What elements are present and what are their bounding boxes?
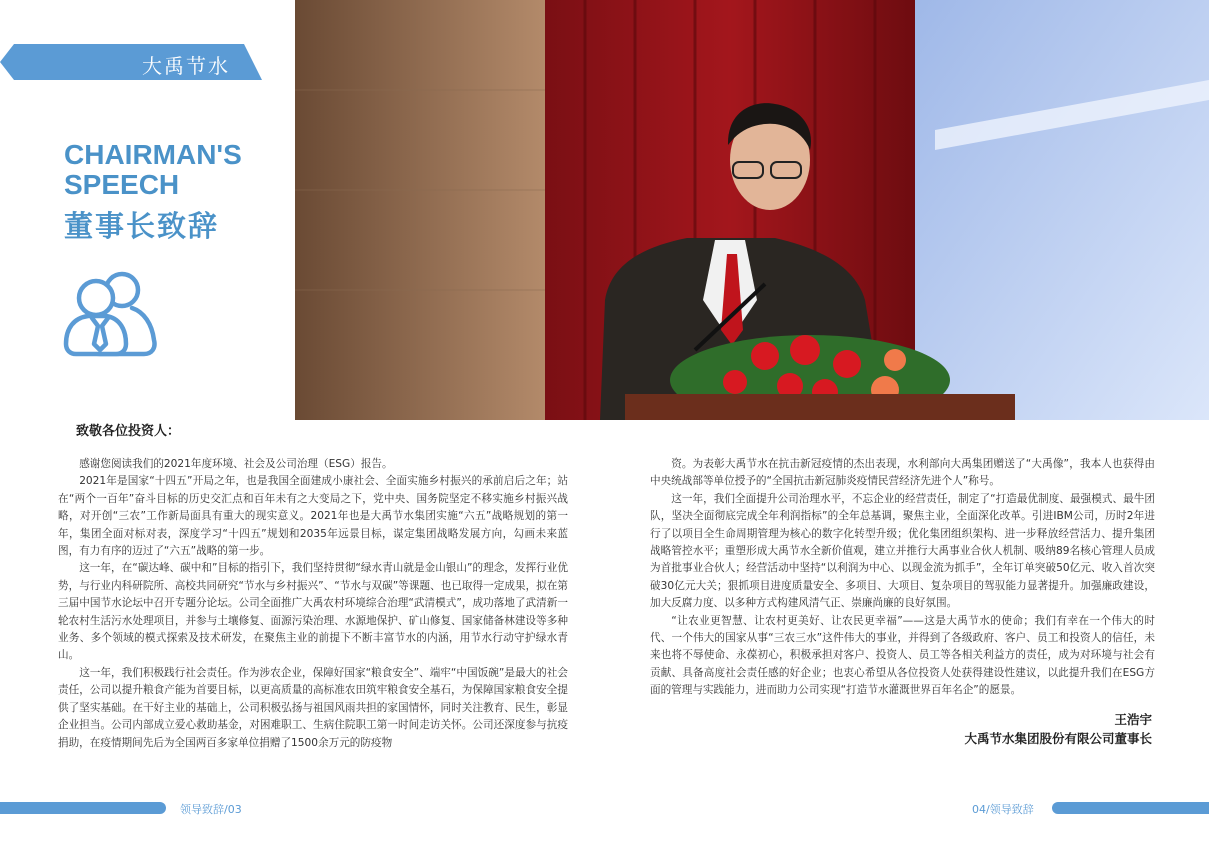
page-title-en (64, 140, 294, 200)
paragraph: 资。为表彰大禹节水在抗击新冠疫情的杰出表现，水利部向大禹集团赠送了“大禹像”，我本人也获得由中央统战部等单位授予的“全国抗击新冠肺炎疫情民营经济先进个人”称号。 (650, 458, 1155, 488)
people-tie-icon (62, 264, 158, 360)
footer-bar-right (1052, 802, 1209, 814)
page-title-cn: 董事长致辞 (64, 209, 220, 243)
signature-name: 王浩宇 (1114, 712, 1152, 727)
chairman-photo (295, 0, 1209, 420)
paragraph: 这一年，在“碳达峰、碳中和”目标的指引下，我们坚持贯彻“绿水青山就是金山银山”的理念，发挥行业优势，与行业内科研院所、高校共同研究“节水与乡村振兴”、“节水与双碳”等课题、也已取得一定成果，拟在第三届中国节水论坛中召开专题分论坛。公司全面推广大禹农村环境综合治理“武清模式”，成功落地了武清新一轮农村生活污水处理项目，并参与土壤修复、面源污染治理、水源地保护、矿山修复、国家储备林建设等多种业务、多个领域的模式探索及技术研发，在聚焦主业的前提下不断丰富节水的内涵，用节水行动守护绿水青山。 (58, 562, 568, 662)
paragraph: “让农业更智慧、让农村更美好、让农民更幸福”——这是大禹节水的使命；我们有幸在一个伟大的时代、一个伟大的国家从事“三农三水”这件伟大的事业，并得到了各级政府、客户、员工和投资人的信任，未来也将不辱使命、永葆初心，积极承担对客户、投资人、员工等各相关利益方的责任，成为对环境与社会有贡献、具备高度社会责任感的好企业；也衷心希望从各位投资人处获得建设性建议，以此提升我们在ESG方面的管理与实践能力，进而助力公司实现“打造节水灌溉世界百年名企”的愿景。 (650, 614, 1155, 697)
signature-title: 大禹节水集团股份有限公司董事长 (964, 731, 1152, 746)
paragraph: 2021年是国家“十四五”开局之年，也是我国全面建成小康社会、全面实施乡村振兴的承前启后之年；站在“两个一百年”奋斗目标的历史交汇点和百年未有之大变局之下，党中央、国务院坚定不移实施乡村振兴战略，对开创“三农”工作新局面具有重大的现实意义。2021年也是大禹节水集团实施“六五”战略规划的第一年，集团全面对标对表，深度学习“十四五”规划和2035年远景目标，谋定集团战略发展方向，勾画未来蓝图，有力有序的迈过了“六五”战略的第一步。 (58, 475, 568, 558)
signature (964, 710, 1152, 748)
page-number-right: 04/领导致辞 (972, 803, 1034, 816)
letter-right-column (650, 456, 1155, 700)
section-tab-label: 大禹节水 (142, 54, 230, 78)
title-en-line1: CHAIRMAN'S (64, 139, 242, 170)
paragraph: 这一年，我们全面提升公司治理水平，不忘企业的经营责任，制定了“打造最优制度、最强模式、最牛团队，坚决全面彻底完成全年利润指标”的全年总基调，聚焦主业，全面深化改革。引进IBM公司，历时2年进行了以项目全生命周期管理为核心的数字化转型升级；优化集团组织架构、进一步释放经营活力、提升集团战略管控水平；重塑形成大禹节水全新价值观，建立并推行大禹事业合伙人机制、吸纳89名核心管理人员成为首批事业合伙人；经营活动中坚持“以利润为中心、以现金流为抓手”，全年订单突破50亿元、收入首次突破30亿元大关；狠抓项目进度质量安全、多项目、大项目、复杂项目的驾驭能力显著提升。加强廉政建设，加大反腐力度、以多种方式构建风清气正、崇廉尚廉的良好氛围。 (650, 492, 1155, 610)
letter-greeting: 致敬各位投资人： (76, 424, 181, 439)
page-number-left: 领导致辞/03 (180, 803, 242, 816)
paragraph: 感谢您阅读我们的2021年度环境、社会及公司治理（ESG）报告。 (79, 458, 393, 470)
letter-left-column (58, 456, 568, 752)
title-en-line2: SPEECH (64, 169, 180, 200)
footer-bar-left (0, 802, 166, 814)
paragraph: 这一年，我们积极践行社会责任。作为涉农企业，保障好国家“粮食安全”、端牢“中国饭碗”是最大的社会责任，公司以提升粮食产能为首要目标，以更高质量的高标准农田筑牢粮食安全基石，为保障国家粮食安全提供了坚实基础。在干好主业的基础上，公司积极弘扬与祖国风雨共担的家国情怀，同时关注教育、民生，彰显企业担当。公司内部成立爱心救助基金，对困难职工、生病住院职工第一时间走访关怀。公司还深度参与抗疫捐助，在疫情期间先后为全国两百多家单位捐赠了1500余万元的防疫物 (58, 666, 568, 749)
